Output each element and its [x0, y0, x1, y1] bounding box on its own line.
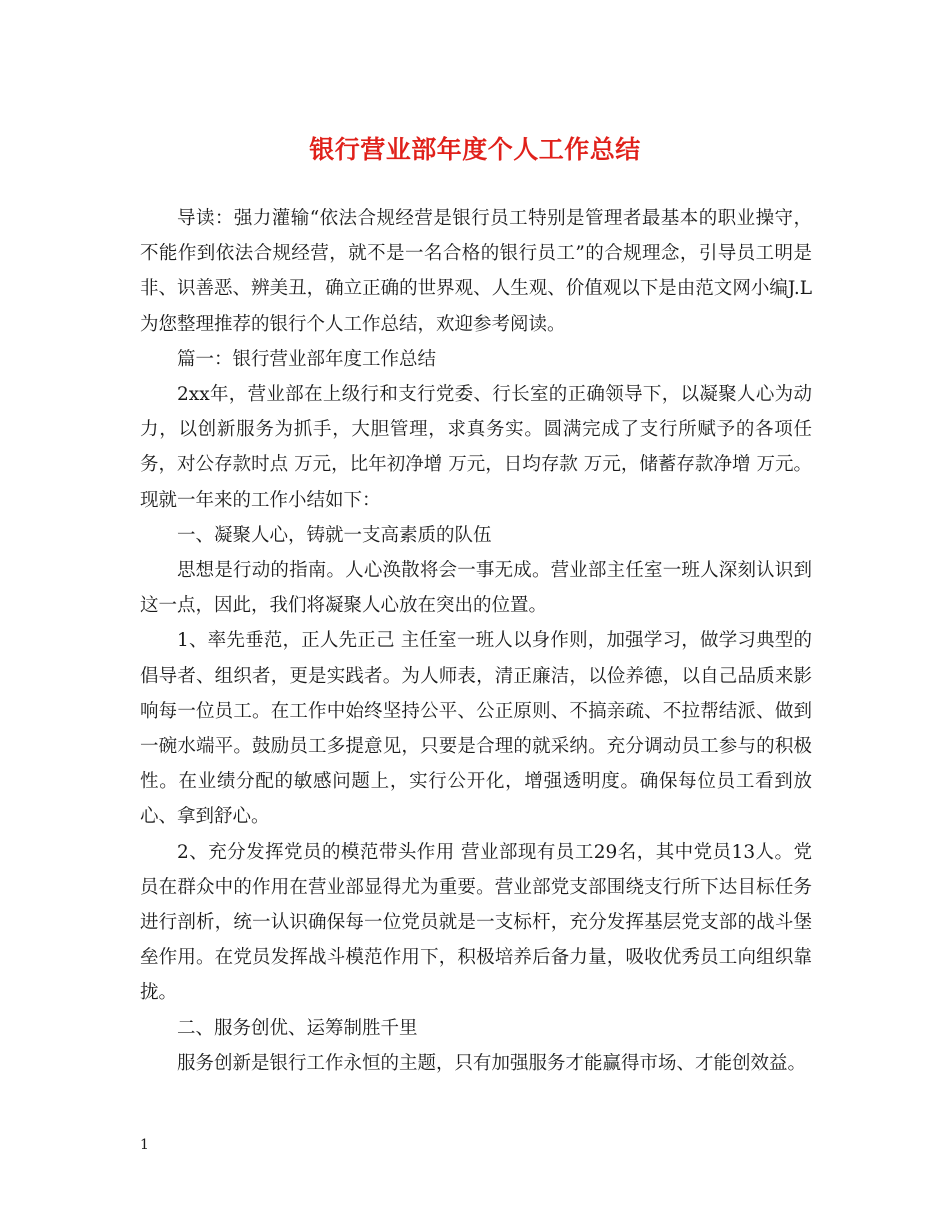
paragraph-service: 服务创新是银行工作永恒的主题，只有加强服务才能赢得市场、才能创效益。	[177, 1052, 807, 1074]
paragraph-lead-by-example: 1、率先垂范，正人先正己 主任室一班人以身作则，加强学习，做学习典型的倡导者、组织者，更是实践者。为人师表，清正廉洁，以俭养德，以自己品质来影响每一位员工。在工作中始终坚持公平、公正原则、不搞亲疏、不拉帮结派、做到一碗水端平。鼓励员工多提意见，只要是合理的就采纳。充分调动员工参与的积极性。在业绩分配的敏感问题上，实行公开化，增强透明度。确保每位员工看到放心、拿到舒心。	[140, 630, 812, 828]
paragraph-intro: 导读：强力灌输“依法合规经营是银行员工特别是管理者最基本的职业操守，不能作到依法合规经营，就不是一名合格的银行员工”的合规理念，引导员工明是非、识善恶、辨美丑，确立正确的世界观、人生观、价值观以下是由范文网小编J.L为您整理推荐的银行个人工作总结，欢迎参考阅读。	[140, 208, 812, 335]
section-heading-2: 二、服务创优、运筹制胜千里	[177, 1017, 418, 1039]
page-number: 1	[140, 1137, 149, 1153]
paragraph-party-members: 2、充分发挥党员的模范带头作用 营业部现有员工29名，其中党员13人。党员在群众中的作用在营业部显得尤为重要。营业部党支部围绕支行所下达目标任务进行剖析，统一认识确保每一位党员就是一支标杆，充分发挥基层党支部的战斗堡垒作用。在党员发挥战斗模范作用下，积极培养后备力量，吸收优秀员工向组织靠拢。	[140, 841, 812, 1004]
section-heading-part-one: 篇一：银行营业部年度工作总结	[177, 348, 437, 370]
paragraph-thought: 思想是行动的指南。人心涣散将会一事无成。营业部主任室一班人深刻认识到这一点，因此，我们将凝聚人心放在突出的位置。	[140, 560, 812, 617]
section-heading-1: 一、凝聚人心，铸就一支高素质的队伍	[177, 524, 492, 546]
document-title: 银行营业部年度个人工作总结	[309, 135, 641, 164]
paragraph-overview: 2xx年，营业部在上级行和支行党委、行长室的正确领导下，以凝聚人心为动力，以创新服务为抓手，大胆管理，求真务实。圆满完成了支行所赋予的各项任务，对公存款时点 万元，比年初净增 万元，日均存款 万元，储蓄存款净增 万元。现就一年来的工作小结如下：	[140, 384, 812, 511]
document-body	[140, 201, 812, 1081]
